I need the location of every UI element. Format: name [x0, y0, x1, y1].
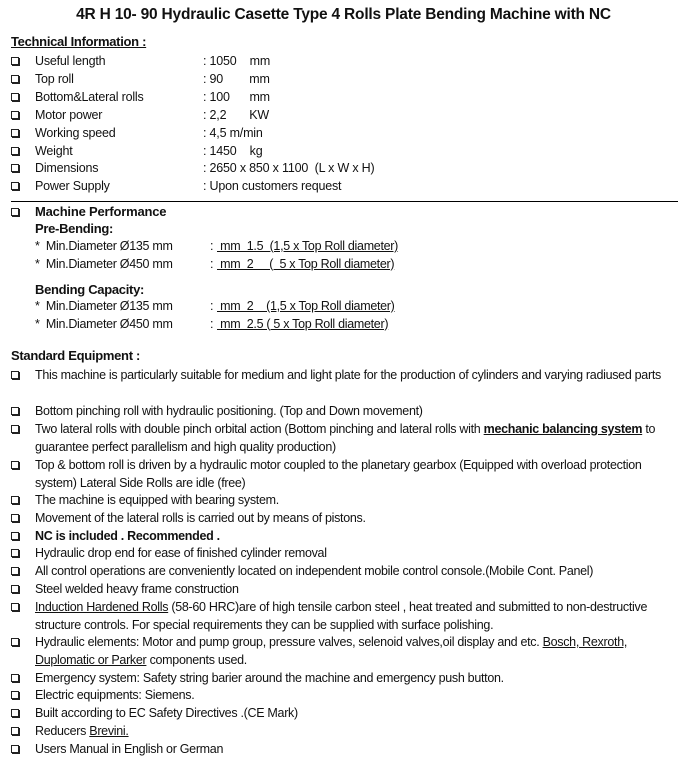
- checkbox-bullet-icon: [11, 371, 19, 379]
- spec-label: Dimensions: [35, 161, 99, 176]
- equipment-text: [35, 491, 681, 509]
- checkbox-bullet-icon: [11, 111, 19, 119]
- equipment-text-part: The machine is equipped with bearing system.: [35, 493, 279, 507]
- spec-value: : 4,5 m/min: [203, 125, 263, 140]
- bending-capacity-heading: Bending Capacity:: [35, 282, 145, 297]
- equipment-item: [11, 580, 681, 598]
- equipment-text-part: to guarantee perfect parallelism and high quality production): [35, 422, 656, 454]
- spec-label: Weight: [35, 143, 73, 158]
- checkbox-bullet-icon: [11, 75, 19, 83]
- equipment-item: [11, 509, 681, 527]
- equipment-text-part: Users Manual in English or German: [35, 742, 224, 756]
- equipment-item: [11, 633, 681, 669]
- equipment-text: [35, 704, 681, 722]
- spec-value: : 100 mm: [203, 89, 270, 104]
- performance-separator: :: [210, 239, 214, 253]
- equipment-item: [11, 544, 681, 562]
- equipment-text: [35, 669, 681, 687]
- equipment-text: [35, 402, 681, 420]
- performance-separator: :: [210, 299, 214, 313]
- equipment-text: [35, 686, 681, 704]
- spec-label: Top roll: [35, 71, 74, 86]
- spec-value: : 2,2 KW: [203, 107, 269, 122]
- technical-information-heading: Technical Information :: [11, 34, 147, 49]
- performance-value: mm 1.5 (1,5 x Top Roll diameter): [217, 239, 399, 253]
- equipment-item: [11, 740, 681, 758]
- equipment-item: [11, 722, 681, 740]
- equipment-text-part: Top & bottom roll is driven by a hydraulic motor coupled to the planetary gearbox (Equipped with overload protection system) Lateral Side Rolls are idle (free): [35, 458, 642, 490]
- spec-label: Motor power: [35, 107, 103, 122]
- machine-performance-heading: Machine Performance: [35, 204, 167, 219]
- equipment-item: [11, 669, 681, 687]
- equipment-text: [35, 598, 681, 634]
- checkbox-bullet-icon: [11, 57, 19, 65]
- equipment-text: [35, 580, 681, 598]
- document-title: 4R H 10- 90 Hydraulic Casette Type 4 Rolls Plate Bending Machine with NC: [76, 6, 611, 23]
- checkbox-bullet-icon: [11, 567, 19, 575]
- checkbox-bullet-icon: [11, 674, 19, 682]
- spec-label: Bottom&Lateral rolls: [35, 89, 144, 104]
- standard-equipment-heading: Standard Equipment :: [11, 348, 141, 363]
- checkbox-bullet-icon: [11, 407, 19, 415]
- spec-value: : Upon customers request: [203, 179, 342, 194]
- equipment-text-part: Steel welded heavy frame construction: [35, 582, 239, 596]
- checkbox-bullet-icon: [11, 549, 19, 557]
- checkbox-bullet-icon: [11, 585, 19, 593]
- equipment-item: [11, 491, 681, 509]
- equipment-text: [35, 420, 681, 456]
- equipment-text: [35, 509, 681, 527]
- equipment-text: [35, 456, 681, 492]
- equipment-text-part: Electric equipments: Siemens.: [35, 688, 195, 702]
- equipment-text-part: Reducers: [35, 724, 90, 738]
- spec-label: Useful length: [35, 54, 106, 68]
- equipment-underlined: Bosch, Rexroth, Duplomatic or Parker: [35, 635, 628, 667]
- checkbox-bullet-icon: [11, 496, 19, 504]
- performance-value: mm 2 ( 5 x Top Roll diameter): [217, 256, 395, 271]
- checkbox-bullet-icon: [11, 461, 19, 469]
- performance-label: * Min.Diameter Ø135 mm: [35, 299, 173, 313]
- checkbox-bullet-icon: [11, 727, 19, 735]
- performance-value: mm 2 (1,5 x Top Roll diameter): [217, 299, 395, 313]
- equipment-text-part: (58-60 HRC)are of high tensile carbon steel , heat treated and submitted to non-destructive structure controls. For special requirements they can be supplied with surface polishing.: [35, 600, 648, 632]
- checkbox-bullet-icon: [11, 603, 19, 611]
- equipment-item: [11, 686, 681, 704]
- checkbox-bullet-icon: [11, 532, 19, 540]
- equipment-text-part: Two lateral rolls with double pinch orbital action (Bottom pinching and lateral rolls with: [35, 422, 484, 436]
- checkbox-bullet-icon: [11, 745, 19, 753]
- checkbox-bullet-icon: [11, 208, 19, 216]
- checkbox-bullet-icon: [11, 182, 19, 190]
- checkbox-bullet-icon: [11, 638, 19, 646]
- equipment-item: [11, 456, 681, 492]
- equipment-underlined: Brevini.: [89, 724, 129, 738]
- performance-value: mm 2.5 ( 5 x Top Roll diameter): [217, 316, 389, 331]
- performance-separator: :: [210, 316, 214, 331]
- performance-label: * Min.Diameter Ø135 mm: [35, 239, 173, 253]
- equipment-text-part: Movement of the lateral rolls is carried out by means of pistons.: [35, 511, 366, 525]
- checkbox-bullet-icon: [11, 164, 19, 172]
- equipment-item: [11, 402, 681, 420]
- equipment-text: [35, 562, 681, 580]
- equipment-text-part: Hydraulic drop end for ease of finished cylinder removal: [35, 546, 327, 560]
- equipment-item: [11, 704, 681, 722]
- equipment-item: [11, 420, 681, 456]
- checkbox-bullet-icon: [11, 147, 19, 155]
- spec-value: : 90 mm: [203, 71, 270, 86]
- equipment-text: [35, 544, 681, 562]
- performance-separator: :: [210, 256, 214, 271]
- equipment-text: [35, 633, 681, 669]
- equipment-text: [35, 366, 681, 384]
- equipment-item: [11, 562, 681, 580]
- equipment-item: [11, 527, 681, 545]
- section-divider: [11, 201, 678, 202]
- spec-value: : 2650 x 850 x 1100 (L x W x H): [203, 161, 375, 176]
- equipment-text: [35, 527, 681, 545]
- equipment-text-part: Hydraulic elements: Motor and pump group, pressure valves, selenoid valves,oil display and etc.: [35, 635, 543, 649]
- spec-value: : 1450 kg: [203, 143, 263, 158]
- performance-label: * Min.Diameter Ø450 mm: [35, 256, 173, 271]
- spec-label: Working speed: [35, 125, 116, 140]
- equipment-text: [35, 722, 681, 740]
- equipment-item: [11, 598, 681, 634]
- checkbox-bullet-icon: [11, 691, 19, 699]
- checkbox-bullet-icon: [11, 709, 19, 717]
- checkbox-bullet-icon: [11, 93, 19, 101]
- checkbox-bullet-icon: [11, 514, 19, 522]
- equipment-underlined: Induction Hardened Rolls: [35, 600, 169, 614]
- equipment-text-part: All control operations are conveniently located on independent mobile control console.(Mobile Cont. Panel): [35, 564, 594, 578]
- equipment-text-part: components used.: [146, 653, 247, 667]
- spec-label: Power Supply: [35, 179, 110, 194]
- performance-label: * Min.Diameter Ø450 mm: [35, 316, 173, 331]
- pre-bending-heading: Pre-Bending:: [35, 221, 114, 236]
- equipment-item: [11, 366, 681, 384]
- spec-value: : 1050 mm: [203, 54, 271, 68]
- equipment-text: [35, 740, 681, 758]
- equipment-text-part: Emergency system: Safety string barier around the machine and emergency push button.: [35, 671, 504, 685]
- equipment-text-part: This machine is particularly suitable for medium and light plate for the production of cylinders and varying radiused parts: [35, 368, 661, 382]
- equipment-emphasis: NC is included . Recommended .: [35, 529, 220, 543]
- checkbox-bullet-icon: [11, 129, 19, 137]
- equipment-emphasis: mechanic balancing system: [483, 422, 643, 436]
- equipment-text-part: Built according to EC Safety Directives .(CE Mark): [35, 706, 298, 720]
- checkbox-bullet-icon: [11, 425, 19, 433]
- equipment-text-part: Bottom pinching roll with hydraulic positioning. (Top and Down movement): [35, 404, 423, 418]
